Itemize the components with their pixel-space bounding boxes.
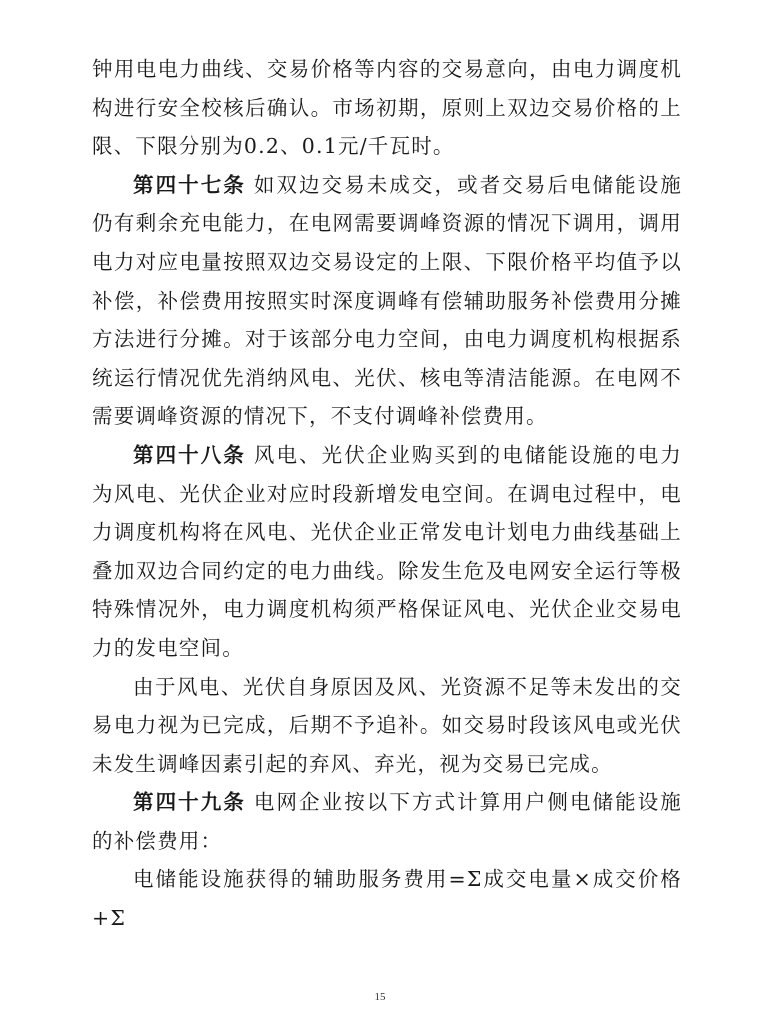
article-48-subparagraph: [92, 668, 682, 784]
article-48-paragraph: [92, 436, 682, 668]
article-number: 第四十七条: [133, 172, 246, 197]
article-49-paragraph: [92, 783, 682, 860]
article-number: 第四十九条: [133, 790, 246, 815]
paragraph-text: 电网企业按以下方式计算用户侧电储能设施的补偿费用：: [92, 790, 682, 853]
body-text: [92, 50, 682, 938]
paragraph-text: 风电、光伏企业购买到的电储能设施的电力为风电、光伏企业对应时段新增发电空间。在调电过程中，电力调度机构将在风电、光伏企业正常发电计划电力曲线基础上叠加双边合同约定的电力曲线。除发生危及电网安全运行等极特殊情况外，电力调度机构须严格保证风电、光伏企业交易电力的发电空间。: [92, 442, 682, 660]
paragraph-text: 由于风电、光伏自身原因及风、光资源不足等未发出的交易电力视为已完成，后期不予追补。如交易时段该风电或光伏未发生调峰因素引起的弃风、弃光，视为交易已完成。: [92, 674, 682, 776]
paragraph-continuation: [92, 50, 682, 166]
formula-paragraph: [92, 860, 682, 937]
page-number: 15: [374, 991, 386, 1003]
paragraph-text: 钟用电电力曲线、交易价格等内容的交易意向，由电力调度机构进行安全校核后确认。市场初期，原则上双边交易价格的上限、下限分别为0.2、0.1元/千瓦时。: [92, 57, 682, 159]
article-47-paragraph: [92, 166, 682, 436]
article-number: 第四十八条: [133, 442, 246, 467]
paragraph-text: 电储能设施获得的辅助服务费用=Σ成交电量×成交价格+Σ: [92, 867, 682, 931]
paragraph-text: 如双边交易未成交，或者交易后电储能设施仍有剩余充电能力，在电网需要调峰资源的情况下调用，调用电力对应电量按照双边交易设定的上限、下限价格平均值予以补偿，补偿费用按照实时深度调峰有偿辅助服务补偿费用分摊方法进行分摊。对于该部分电力空间，由电力调度机构根据系统运行情况优先消纳风电、光伏、核电等清洁能源。在电网不需要调峰资源的情况下，不支付调峰补偿费用。: [92, 172, 682, 429]
